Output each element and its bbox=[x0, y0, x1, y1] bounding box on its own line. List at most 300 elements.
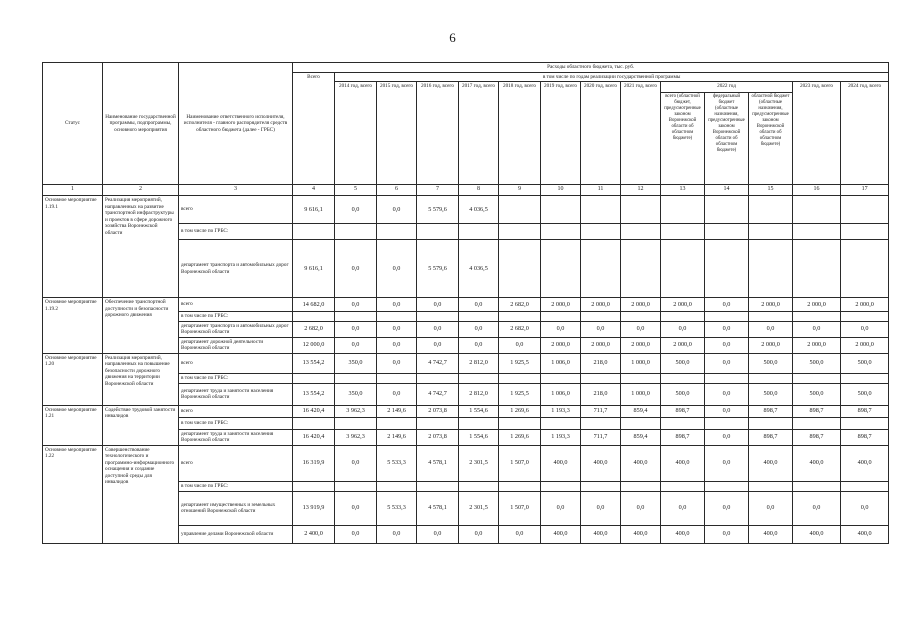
value-cell: 0,0 bbox=[705, 491, 749, 525]
value-cell: 2 682,0 bbox=[499, 321, 541, 337]
value-cell: 5 579,6 bbox=[417, 240, 459, 298]
value-cell bbox=[499, 481, 541, 491]
grbs-cell: в том числе по ГРБС: bbox=[179, 373, 293, 383]
value-cell bbox=[541, 196, 581, 224]
value-cell bbox=[841, 224, 889, 240]
value-cell: 0,0 bbox=[417, 321, 459, 337]
value-cell bbox=[621, 224, 661, 240]
value-cell: 0,0 bbox=[541, 491, 581, 525]
value-cell: 0,0 bbox=[749, 491, 793, 525]
value-cell: 16 420,4 bbox=[293, 429, 335, 445]
value-cell: 500,0 bbox=[749, 383, 793, 405]
value-cell bbox=[841, 240, 889, 298]
value-cell: 1 006,0 bbox=[541, 383, 581, 405]
value-cell: 0,0 bbox=[377, 298, 417, 312]
value-cell: 2 400,0 bbox=[293, 525, 335, 543]
value-cell: 400,0 bbox=[581, 445, 621, 481]
value-cell: 13 554,2 bbox=[293, 383, 335, 405]
value-cell: 400,0 bbox=[541, 525, 581, 543]
value-cell: 1 554,6 bbox=[459, 405, 499, 417]
grbs-cell: управление делами Воронежской области bbox=[179, 525, 293, 543]
value-cell: 500,0 bbox=[793, 353, 841, 373]
table-row bbox=[43, 353, 889, 373]
value-cell bbox=[793, 417, 841, 429]
value-cell: 2 149,6 bbox=[377, 405, 417, 417]
value-cell bbox=[705, 312, 749, 322]
value-cell: 0,0 bbox=[377, 240, 417, 298]
value-cell: 1 269,6 bbox=[499, 429, 541, 445]
value-cell: 2 000,0 bbox=[661, 337, 705, 353]
value-cell: 2 301,5 bbox=[459, 491, 499, 525]
value-cell bbox=[417, 312, 459, 322]
value-cell: 0,0 bbox=[705, 525, 749, 543]
value-cell bbox=[335, 224, 377, 240]
grbs-cell: департамент транспорта и автомобильных дорог Воронежской области bbox=[179, 321, 293, 337]
value-cell bbox=[417, 373, 459, 383]
status-cell: Основное мероприятие 1.22 bbox=[43, 445, 103, 543]
value-cell: 2 812,0 bbox=[459, 383, 499, 405]
value-cell: 0,0 bbox=[841, 321, 889, 337]
value-cell: 2 000,0 bbox=[621, 298, 661, 312]
grbs-cell: департамент дорожной деятельности Воронежской области bbox=[179, 337, 293, 353]
header-by-years: в том числе по годам реализации государственной программы bbox=[335, 72, 889, 82]
value-cell bbox=[841, 373, 889, 383]
value-cell bbox=[749, 481, 793, 491]
column-number: 7 bbox=[417, 185, 459, 196]
value-cell: 3 962,3 bbox=[335, 405, 377, 417]
value-cell: 2 149,6 bbox=[377, 429, 417, 445]
value-cell: 0,0 bbox=[377, 337, 417, 353]
value-cell: 898,7 bbox=[793, 429, 841, 445]
value-cell bbox=[377, 224, 417, 240]
value-cell bbox=[793, 481, 841, 491]
value-cell: 2 682,0 bbox=[499, 298, 541, 312]
value-cell: 5 533,3 bbox=[377, 491, 417, 525]
table-row bbox=[43, 405, 889, 417]
value-cell: 0,0 bbox=[793, 321, 841, 337]
value-cell: 3 962,3 bbox=[335, 429, 377, 445]
value-cell: 2 000,0 bbox=[581, 298, 621, 312]
value-cell: 400,0 bbox=[581, 525, 621, 543]
value-cell: 1 193,3 bbox=[541, 429, 581, 445]
value-cell bbox=[293, 417, 335, 429]
value-cell: 1 925,5 bbox=[499, 383, 541, 405]
value-cell: 12 000,0 bbox=[293, 337, 335, 353]
header-col15: областной бюджет (областные назначения, предусмотренные законом Воронежской области об областном бюджете) bbox=[749, 93, 793, 185]
value-cell: 1 006,0 bbox=[541, 353, 581, 373]
value-cell bbox=[541, 312, 581, 322]
value-cell: 0,0 bbox=[581, 321, 621, 337]
header-name: Наименование государственной программы, подпрограммы, основного мероприятия bbox=[103, 63, 179, 185]
value-cell: 0,0 bbox=[705, 445, 749, 481]
header-2019: 2019 год, всего bbox=[541, 82, 581, 185]
value-cell: 0,0 bbox=[335, 337, 377, 353]
value-cell bbox=[293, 481, 335, 491]
value-cell bbox=[541, 417, 581, 429]
value-cell: 0,0 bbox=[705, 383, 749, 405]
value-cell: 400,0 bbox=[749, 445, 793, 481]
value-cell bbox=[541, 481, 581, 491]
value-cell: 2 000,0 bbox=[841, 337, 889, 353]
header-grbs: Наименование ответственного исполнителя, исполнителя - главного распорядителя средств областного бюджета (далее - ГРБС) bbox=[179, 63, 293, 185]
grbs-cell: департамент труда и занятости населения Воронежской области bbox=[179, 429, 293, 445]
name-cell: Обеспечение транспортной доступности и безопасности дорожного движения bbox=[103, 298, 179, 354]
value-cell bbox=[841, 196, 889, 224]
grbs-cell: департамент транспорта и автомобильных дорог Воронежской области bbox=[179, 240, 293, 298]
value-cell bbox=[793, 312, 841, 322]
value-cell: 400,0 bbox=[661, 525, 705, 543]
header-2015: 2015 год, всего bbox=[377, 82, 417, 185]
value-cell: 1 554,6 bbox=[459, 429, 499, 445]
value-cell bbox=[377, 417, 417, 429]
value-cell: 2 000,0 bbox=[541, 337, 581, 353]
value-cell: 400,0 bbox=[541, 445, 581, 481]
value-cell: 500,0 bbox=[793, 383, 841, 405]
value-cell: 350,0 bbox=[335, 353, 377, 373]
value-cell: 859,4 bbox=[621, 405, 661, 417]
value-cell: 0,0 bbox=[377, 525, 417, 543]
value-cell: 859,4 bbox=[621, 429, 661, 445]
value-cell: 500,0 bbox=[749, 353, 793, 373]
column-number: 13 bbox=[661, 185, 705, 196]
value-cell: 0,0 bbox=[377, 321, 417, 337]
column-number: 9 bbox=[499, 185, 541, 196]
value-cell: 16 420,4 bbox=[293, 405, 335, 417]
value-cell: 0,0 bbox=[499, 337, 541, 353]
header-2020: 2020 год, всего bbox=[581, 82, 621, 185]
value-cell: 2 000,0 bbox=[749, 337, 793, 353]
value-cell bbox=[661, 373, 705, 383]
value-cell bbox=[661, 196, 705, 224]
value-cell bbox=[661, 224, 705, 240]
value-cell bbox=[541, 240, 581, 298]
value-cell bbox=[335, 312, 377, 322]
header-2024: 2024 год, всего bbox=[841, 82, 889, 185]
value-cell: 0,0 bbox=[749, 321, 793, 337]
value-cell: 500,0 bbox=[841, 353, 889, 373]
status-cell: Основное мероприятие 1.19.2 bbox=[43, 298, 103, 354]
value-cell: 400,0 bbox=[661, 445, 705, 481]
grbs-cell: всего bbox=[179, 353, 293, 373]
value-cell bbox=[621, 196, 661, 224]
value-cell: 0,0 bbox=[335, 445, 377, 481]
value-cell: 0,0 bbox=[459, 298, 499, 312]
status-cell: Основное мероприятие 1.21 bbox=[43, 405, 103, 445]
value-cell: 2 000,0 bbox=[793, 337, 841, 353]
value-cell bbox=[335, 481, 377, 491]
value-cell bbox=[377, 481, 417, 491]
value-cell bbox=[499, 312, 541, 322]
header-total: Всего bbox=[293, 72, 335, 185]
value-cell bbox=[293, 373, 335, 383]
value-cell: 500,0 bbox=[841, 383, 889, 405]
value-cell: 898,7 bbox=[841, 405, 889, 417]
value-cell: 2 000,0 bbox=[749, 298, 793, 312]
value-cell: 711,7 bbox=[581, 405, 621, 417]
value-cell: 0,0 bbox=[459, 321, 499, 337]
header-status: Статус bbox=[43, 63, 103, 185]
name-cell: Реализация мероприятий, направленных на повышение безопасности дорожного движения на территории Воронежской области bbox=[103, 353, 179, 405]
value-cell bbox=[581, 224, 621, 240]
column-number: 5 bbox=[335, 185, 377, 196]
value-cell: 0,0 bbox=[841, 491, 889, 525]
value-cell: 400,0 bbox=[841, 445, 889, 481]
grbs-cell: всего bbox=[179, 405, 293, 417]
value-cell: 1 000,0 bbox=[621, 383, 661, 405]
value-cell: 1 507,0 bbox=[499, 491, 541, 525]
grbs-cell: всего bbox=[179, 298, 293, 312]
value-cell: 2 000,0 bbox=[841, 298, 889, 312]
value-cell: 400,0 bbox=[841, 525, 889, 543]
grbs-cell: департамент имущественных и земельных отношений Воронежской области bbox=[179, 491, 293, 525]
value-cell: 0,0 bbox=[541, 321, 581, 337]
value-cell bbox=[459, 224, 499, 240]
value-cell: 0,0 bbox=[459, 337, 499, 353]
value-cell bbox=[621, 481, 661, 491]
value-cell bbox=[749, 312, 793, 322]
value-cell: 0,0 bbox=[793, 491, 841, 525]
value-cell: 13 919,9 bbox=[293, 491, 335, 525]
value-cell bbox=[793, 240, 841, 298]
column-number: 1 bbox=[43, 185, 103, 196]
value-cell bbox=[749, 240, 793, 298]
value-cell bbox=[541, 224, 581, 240]
value-cell: 0,0 bbox=[417, 525, 459, 543]
value-cell bbox=[841, 417, 889, 429]
column-number: 8 bbox=[459, 185, 499, 196]
status-cell: Основное мероприятие 1.19.1 bbox=[43, 196, 103, 298]
value-cell: 1 507,0 bbox=[499, 445, 541, 481]
value-cell: 1 925,5 bbox=[499, 353, 541, 373]
value-cell: 400,0 bbox=[749, 525, 793, 543]
value-cell bbox=[661, 240, 705, 298]
value-cell: 0,0 bbox=[705, 298, 749, 312]
value-cell: 0,0 bbox=[335, 491, 377, 525]
value-cell: 2 000,0 bbox=[793, 298, 841, 312]
grbs-cell: всего bbox=[179, 445, 293, 481]
grbs-cell: департамент труда и занятости населения Воронежской области bbox=[179, 383, 293, 405]
value-cell: 1 193,3 bbox=[541, 405, 581, 417]
value-cell: 13 554,2 bbox=[293, 353, 335, 373]
value-cell bbox=[749, 196, 793, 224]
value-cell bbox=[581, 481, 621, 491]
value-cell: 2 000,0 bbox=[661, 298, 705, 312]
value-cell bbox=[621, 312, 661, 322]
value-cell bbox=[661, 417, 705, 429]
header-2018: 2018 год, всего bbox=[499, 82, 541, 185]
value-cell bbox=[499, 240, 541, 298]
value-cell: 218,0 bbox=[581, 383, 621, 405]
header-2022: 2022 год bbox=[661, 82, 793, 93]
value-cell: 5 579,6 bbox=[417, 196, 459, 224]
column-number: 10 bbox=[541, 185, 581, 196]
value-cell: 2 000,0 bbox=[581, 337, 621, 353]
value-cell: 0,0 bbox=[377, 196, 417, 224]
value-cell: 2 073,8 bbox=[417, 405, 459, 417]
value-cell bbox=[661, 312, 705, 322]
value-cell bbox=[541, 373, 581, 383]
value-cell: 350,0 bbox=[335, 383, 377, 405]
value-cell: 711,7 bbox=[581, 429, 621, 445]
value-cell bbox=[459, 373, 499, 383]
value-cell bbox=[749, 373, 793, 383]
page-number: 6 bbox=[449, 30, 456, 45]
value-cell bbox=[749, 417, 793, 429]
column-number: 4 bbox=[293, 185, 335, 196]
header-2023: 2023 год, всего bbox=[793, 82, 841, 185]
value-cell bbox=[499, 373, 541, 383]
value-cell: 0,0 bbox=[705, 337, 749, 353]
value-cell: 0,0 bbox=[335, 196, 377, 224]
value-cell: 218,0 bbox=[581, 353, 621, 373]
value-cell bbox=[621, 373, 661, 383]
value-cell: 0,0 bbox=[459, 525, 499, 543]
value-cell bbox=[581, 240, 621, 298]
grbs-cell: в том числе по ГРБС: bbox=[179, 224, 293, 240]
value-cell: 0,0 bbox=[417, 337, 459, 353]
value-cell bbox=[621, 417, 661, 429]
value-cell: 4 578,1 bbox=[417, 491, 459, 525]
value-cell: 898,7 bbox=[841, 429, 889, 445]
value-cell: 0,0 bbox=[581, 491, 621, 525]
value-cell: 2 812,0 bbox=[459, 353, 499, 373]
column-number: 15 bbox=[749, 185, 793, 196]
value-cell: 898,7 bbox=[749, 405, 793, 417]
value-cell bbox=[793, 224, 841, 240]
column-number: 3 bbox=[179, 185, 293, 196]
value-cell bbox=[377, 312, 417, 322]
grbs-cell: в том числе по ГРБС: bbox=[179, 312, 293, 322]
value-cell bbox=[793, 373, 841, 383]
value-cell bbox=[581, 417, 621, 429]
value-cell: 400,0 bbox=[793, 445, 841, 481]
value-cell bbox=[293, 224, 335, 240]
value-cell: 4 036,5 bbox=[459, 240, 499, 298]
grbs-cell: в том числе по ГРБС: bbox=[179, 481, 293, 491]
value-cell: 2 000,0 bbox=[541, 298, 581, 312]
header-col14: федеральный бюджет (областные назначения, предусмотренные законом Воронежской области об областном бюджете) bbox=[705, 93, 749, 185]
header-2016: 2016 год, всего bbox=[417, 82, 459, 185]
value-cell bbox=[749, 224, 793, 240]
value-cell: 0,0 bbox=[661, 321, 705, 337]
value-cell bbox=[705, 417, 749, 429]
column-number: 17 bbox=[841, 185, 889, 196]
value-cell: 2 682,0 bbox=[293, 321, 335, 337]
grbs-cell: всего bbox=[179, 196, 293, 224]
value-cell bbox=[705, 373, 749, 383]
value-cell: 14 682,0 bbox=[293, 298, 335, 312]
value-cell bbox=[459, 481, 499, 491]
value-cell bbox=[705, 240, 749, 298]
value-cell: 0,0 bbox=[705, 429, 749, 445]
value-cell: 898,7 bbox=[749, 429, 793, 445]
column-numbers-row bbox=[43, 185, 889, 196]
value-cell bbox=[499, 417, 541, 429]
header-expenses: Расходы областного бюджета, тыс. руб. bbox=[293, 63, 889, 73]
value-cell: 0,0 bbox=[417, 298, 459, 312]
table-row bbox=[43, 196, 889, 224]
grbs-cell: в том числе по ГРБС: bbox=[179, 417, 293, 429]
value-cell bbox=[705, 196, 749, 224]
value-cell bbox=[621, 240, 661, 298]
name-cell: Совершенствование технологического и программно-информационного оснащения и создание доступной среды для инвалидов bbox=[103, 445, 179, 543]
value-cell bbox=[499, 196, 541, 224]
value-cell: 9 616,1 bbox=[293, 196, 335, 224]
value-cell: 0,0 bbox=[335, 321, 377, 337]
value-cell bbox=[335, 373, 377, 383]
value-cell bbox=[459, 417, 499, 429]
status-cell: Основное мероприятие 1.20 bbox=[43, 353, 103, 405]
value-cell: 400,0 bbox=[621, 445, 661, 481]
header-2014: 2014 год, всего bbox=[335, 82, 377, 185]
value-cell: 898,7 bbox=[793, 405, 841, 417]
table-row bbox=[43, 445, 889, 481]
value-cell: 9 616,1 bbox=[293, 240, 335, 298]
value-cell: 0,0 bbox=[661, 491, 705, 525]
value-cell: 0,0 bbox=[377, 353, 417, 373]
value-cell bbox=[335, 417, 377, 429]
value-cell: 2 073,8 bbox=[417, 429, 459, 445]
value-cell bbox=[705, 481, 749, 491]
value-cell: 0,0 bbox=[335, 240, 377, 298]
value-cell bbox=[841, 312, 889, 322]
value-cell bbox=[705, 224, 749, 240]
column-number: 14 bbox=[705, 185, 749, 196]
value-cell: 400,0 bbox=[793, 525, 841, 543]
value-cell: 4 578,1 bbox=[417, 445, 459, 481]
name-cell: Содействие трудовой занятости инвалидов bbox=[103, 405, 179, 445]
value-cell: 4 742,7 bbox=[417, 353, 459, 373]
value-cell bbox=[417, 417, 459, 429]
table-row bbox=[43, 298, 889, 312]
value-cell: 0,0 bbox=[335, 525, 377, 543]
value-cell bbox=[793, 196, 841, 224]
column-number: 6 bbox=[377, 185, 417, 196]
value-cell: 0,0 bbox=[335, 298, 377, 312]
value-cell bbox=[293, 312, 335, 322]
value-cell bbox=[661, 481, 705, 491]
value-cell bbox=[417, 224, 459, 240]
column-number: 11 bbox=[581, 185, 621, 196]
value-cell bbox=[841, 481, 889, 491]
value-cell: 0,0 bbox=[621, 491, 661, 525]
header-col13: всего (областной бюджет, предусмотренные законом Воронежской области об областном бюджете) bbox=[661, 93, 705, 185]
value-cell bbox=[459, 312, 499, 322]
value-cell: 0,0 bbox=[377, 383, 417, 405]
value-cell: 898,7 bbox=[661, 405, 705, 417]
column-number: 2 bbox=[103, 185, 179, 196]
value-cell: 5 533,3 bbox=[377, 445, 417, 481]
value-cell: 16 319,9 bbox=[293, 445, 335, 481]
header-2021: 2021 год, всего bbox=[621, 82, 661, 185]
value-cell: 4 742,7 bbox=[417, 383, 459, 405]
column-number: 16 bbox=[793, 185, 841, 196]
value-cell: 0,0 bbox=[705, 405, 749, 417]
value-cell: 0,0 bbox=[705, 353, 749, 373]
value-cell: 0,0 bbox=[621, 321, 661, 337]
value-cell: 1 269,6 bbox=[499, 405, 541, 417]
value-cell bbox=[581, 196, 621, 224]
value-cell bbox=[581, 312, 621, 322]
value-cell: 898,7 bbox=[661, 429, 705, 445]
value-cell: 2 000,0 bbox=[621, 337, 661, 353]
value-cell: 500,0 bbox=[661, 353, 705, 373]
value-cell: 0,0 bbox=[705, 321, 749, 337]
header-2017: 2017 год, всего bbox=[459, 82, 499, 185]
value-cell: 2 301,5 bbox=[459, 445, 499, 481]
value-cell: 500,0 bbox=[661, 383, 705, 405]
name-cell: Реализация мероприятий, направленных на развитие транспортной инфраструктуры и проектов в сфере дорожного хозяйства Воронежской области bbox=[103, 196, 179, 298]
